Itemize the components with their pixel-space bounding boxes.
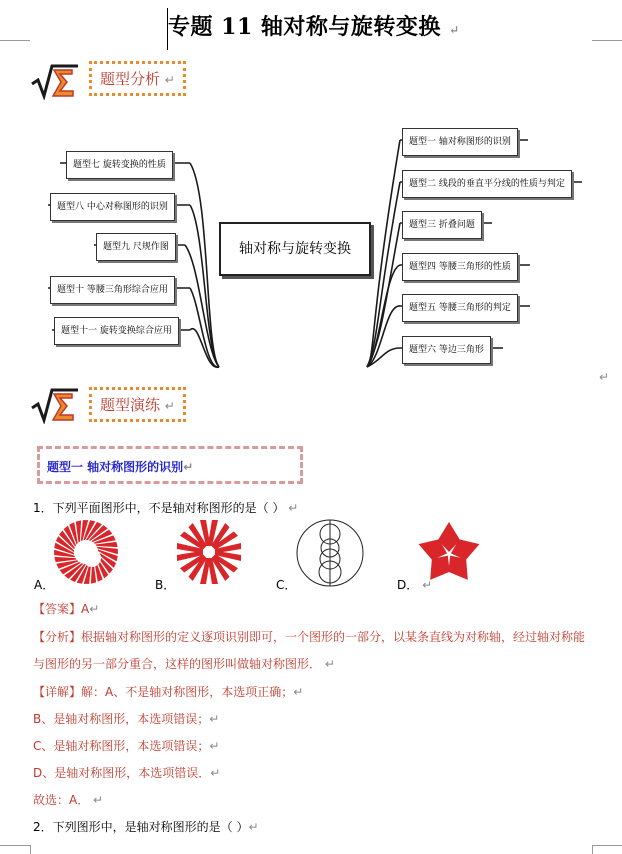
analysis-1-line-2: 与图形的另一部分重合，这样的图形叫做轴对称图形． ↵ xyxy=(33,657,335,671)
mindmap-item-left-2: 题型八 中心对称图形的识别 xyxy=(50,193,175,221)
crop-mark-top-right-h xyxy=(592,40,622,41)
question-1-stem: 1．下列平面图形中，不是轴对称图形的是（ ） ↵ xyxy=(33,501,299,515)
mindmap-item-left-3: 题型九 尺规作图 xyxy=(96,233,176,261)
document-title xyxy=(168,10,460,41)
mindmap-item-right-6: 题型六 等边三角形 xyxy=(402,336,491,364)
type-one-label: 题型一 轴对称图形的识别↵ xyxy=(47,460,194,474)
crop-mark-bottom-right-v xyxy=(592,845,593,854)
sqrt-sigma-icon xyxy=(30,62,80,100)
option-c-label: C． xyxy=(276,578,297,592)
figure-a-sunburst xyxy=(52,518,120,586)
mindmap-item-left-5: 题型十一 旋转变换综合应用 xyxy=(54,317,179,345)
mindmap-center: 轴对称与旋转变换 xyxy=(219,222,371,276)
figure-c-nested-circles xyxy=(295,518,365,588)
paragraph-mark-icon: ↵ xyxy=(449,23,460,37)
figure-b-star-burst xyxy=(175,518,243,586)
detail-1-line-1: 【详解】解：A、不是轴对称图形，本选项正确；↵ xyxy=(33,685,304,699)
paragraph-mark-icon: ↵ xyxy=(599,370,610,384)
section-analysis-header: 题型分析 ↵ xyxy=(89,61,186,96)
crop-mark-bottom-right xyxy=(592,845,622,846)
mindmap-item-right-4: 题型四 等腰三角形的性质 xyxy=(402,253,518,281)
detail-1-line-3: C、是轴对称图形，本选项错误；↵ xyxy=(33,739,220,753)
crop-mark-top-left-h xyxy=(0,40,30,41)
mindmap-item-right-3: 题型三 折叠问题 xyxy=(402,211,482,239)
answer-1: 【答案】A↵ xyxy=(33,602,100,616)
mindmap-item-left-1: 题型七 旋转变换的性质 xyxy=(66,151,173,179)
question-2-stem: 2．下列图形中，是轴对称图形的是（ ）↵ xyxy=(33,820,259,834)
title-text: 专题 11 轴对称与旋转变换 xyxy=(168,14,441,40)
section-analysis-label: 题型分析 xyxy=(100,70,161,88)
conclusion-1: 故选：A． ↵ xyxy=(33,793,104,807)
analysis-1-line-1: 【分析】根据轴对称图形的定义逐项识别即可，一个图形的一部分，以某条直线为对称轴，经过轴对称能 xyxy=(33,630,586,644)
mindmap-item-right-5: 题型五 等腰三角形的判定 xyxy=(402,294,518,322)
mindmap-item-right-2: 题型二 线段的垂直平分线的性质与判定 xyxy=(402,170,572,198)
crop-mark-bottom-left-v xyxy=(30,845,31,854)
section-practice-header: 题型演练 ↵ xyxy=(89,387,186,422)
mindmap-item-right-1: 题型一 轴对称图形的识别 xyxy=(402,128,518,156)
section-practice-label: 题型演练 xyxy=(100,396,161,414)
option-a-label: A． xyxy=(34,578,55,592)
detail-1-line-2: B、是轴对称图形，本选项错误；↵ xyxy=(33,712,220,726)
mindmap-item-left-4: 题型十 等腰三角形综合应用 xyxy=(50,276,175,304)
sqrt-sigma-icon xyxy=(30,386,80,424)
detail-1-line-4: D、是轴对称图形，本选项错误．↵ xyxy=(33,766,221,780)
option-b-label: B． xyxy=(155,578,176,592)
crop-mark-bottom-left xyxy=(0,845,30,846)
option-d-label: D． ↵ xyxy=(397,578,433,592)
